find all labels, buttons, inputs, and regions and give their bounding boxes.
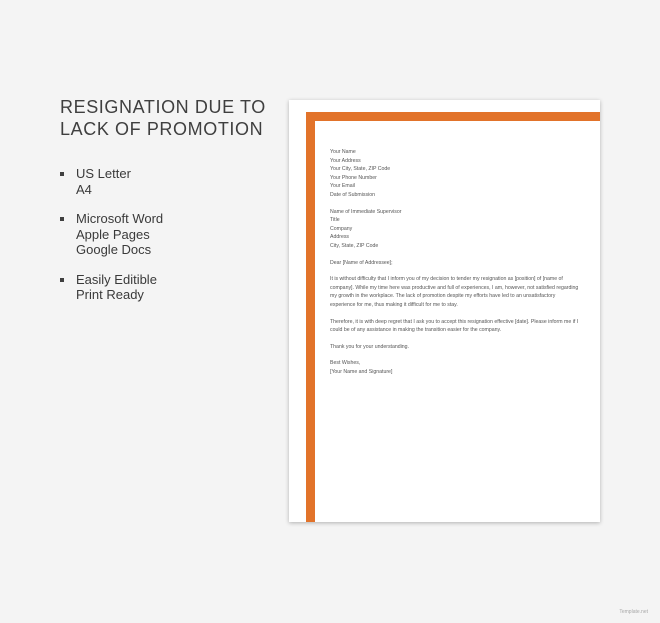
accent-bar-top [306,112,600,121]
sender-line: Your Name [330,149,356,155]
title-line-2: LACK OF PROMOTION [60,119,264,139]
recipient-line: Company [330,225,353,232]
paragraph: It is without difficulty that I inform you of my decision to tender my resignation as [position] of [name of company]. While my time here was productive and full of experiences, I am, however, not satisfied regarding my growth in the workplace. The lack of promotion despite my efforts have led to an unsatisfactory experience for me, thus making it difficult for me to stay. [330,276,579,308]
feature-line: Google Docs [76,242,152,257]
feature-line: Print Ready [76,287,144,302]
page-title [60,96,280,140]
closing: Best Wishes, [330,360,361,367]
bullet-icon [60,172,64,176]
feature-item-formats [60,166,163,197]
sender-block [330,148,580,200]
paragraph: Thank you for your understanding. [330,343,410,350]
feature-line: Easily Editible [76,271,157,287]
bullet-icon [60,217,64,221]
sender-line: Your City, State, ZIP Code [330,166,391,173]
recipient-block [330,208,580,251]
recipient-line: Title [330,217,340,224]
feature-line: Apple Pages [76,226,150,242]
accent-bar-left [306,112,315,522]
feature-line: A4 [76,181,92,197]
salutation: Dear [Name of Addressee]; [330,259,393,266]
recipient-line: Address [330,234,350,241]
feature-line: US Letter [76,166,131,181]
feature-item-apps [60,211,163,258]
sender-line: Your Email [330,183,355,190]
closing-block [330,359,580,376]
sender-line: Your Address [330,157,361,164]
recipient-line: Name of Immediate Supervisor [330,208,402,215]
sender-line: Date of Submission [330,191,375,198]
feature-item-editing [60,272,163,303]
feature-line: Microsoft Word [76,211,164,226]
sender-line: Your Phone Number [330,174,377,181]
paragraph: Therefore, it is with deep regret that I ask you to accept this resignation effective [date]. Please inform me if I could be of any assistance in making the transition easier for the company. [330,318,579,334]
document-preview [289,100,600,522]
bullet-icon [60,278,64,282]
watermark: Template.net [619,609,648,615]
signature: [Your Name and Signature] [330,368,393,375]
recipient-line: City, State, ZIP Code [330,242,379,249]
letter-body [330,148,580,376]
title-line-1: RESIGNATION DUE TO [60,97,266,117]
feature-list [60,166,163,317]
